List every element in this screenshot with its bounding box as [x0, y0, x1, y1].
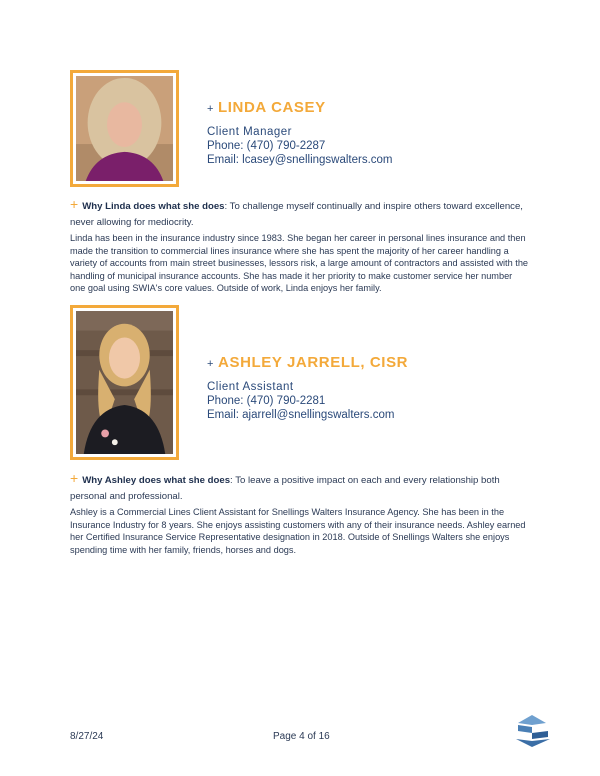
why-statement-linda	[70, 196, 530, 231]
contact-block-ashley	[207, 380, 394, 422]
name-text: LINDA CASEY	[218, 99, 326, 116]
profile-name-ashley	[207, 354, 408, 371]
plus-icon: +	[70, 470, 79, 486]
phone: Phone: (470) 790-2287	[207, 140, 326, 152]
plus-icon: +	[207, 358, 215, 370]
bio-ashley: Ashley is a Commercial Lines Client Assistant for Snellings Walters Insurance Agency. She has been in the Insurance Industry for 8 years. She enjoys assisting customers with any of their insurance needs. Ashley earned her Certified Insurance Service Representative designation in 2018. Outside of Snellings Walters she enjoys spending time with her family, friends, horses and dogs.	[70, 507, 526, 555]
linda-photo	[70, 70, 179, 187]
role: Client Manager	[207, 126, 292, 138]
contact-block-linda	[207, 125, 393, 167]
plus-icon: +	[207, 103, 215, 115]
name-text: ASHLEY JARRELL, CISR	[218, 354, 409, 371]
why-text: : To leave a positive impact on each and every relationship both personal and professional.	[70, 475, 500, 502]
bio-linda: Linda has been in the insurance industry since 1983. She began her career in personal lines insurance and then made the transition to commercial lines insurance where she has spent the majority of her career handling a variety of accounts from main street businesses, lessors risk, a large amount of contractors and assisted with the handling of municipal insurance accounts. She has made it her priority to make customer service her number one goal using SWIA's core values. Outside of work, Linda enjoys her family.	[70, 233, 529, 294]
footer-date: 8/27/24	[70, 731, 104, 742]
ashley-photo	[70, 305, 179, 460]
email-link[interactable]: Email: lcasey@snellingswalters.com	[207, 154, 393, 166]
email-link[interactable]: Email: ajarrell@snellingswalters.com	[207, 409, 395, 421]
why-statement-ashley	[70, 470, 530, 505]
footer-page-number: Page 4 of 16	[273, 731, 330, 742]
phone: Phone: (470) 790-2281	[207, 395, 326, 407]
why-text: : To challenge myself continually and inspire others toward excellence, never allowing for mediocrity.	[70, 201, 523, 228]
role: Client Assistant	[207, 381, 294, 393]
why-label: Why Ashley does what she does	[82, 475, 231, 486]
plus-icon: +	[70, 196, 79, 212]
profile-name-linda	[207, 99, 326, 116]
company-logo-icon	[510, 713, 554, 749]
why-label: Why Linda does what she does	[82, 201, 225, 212]
